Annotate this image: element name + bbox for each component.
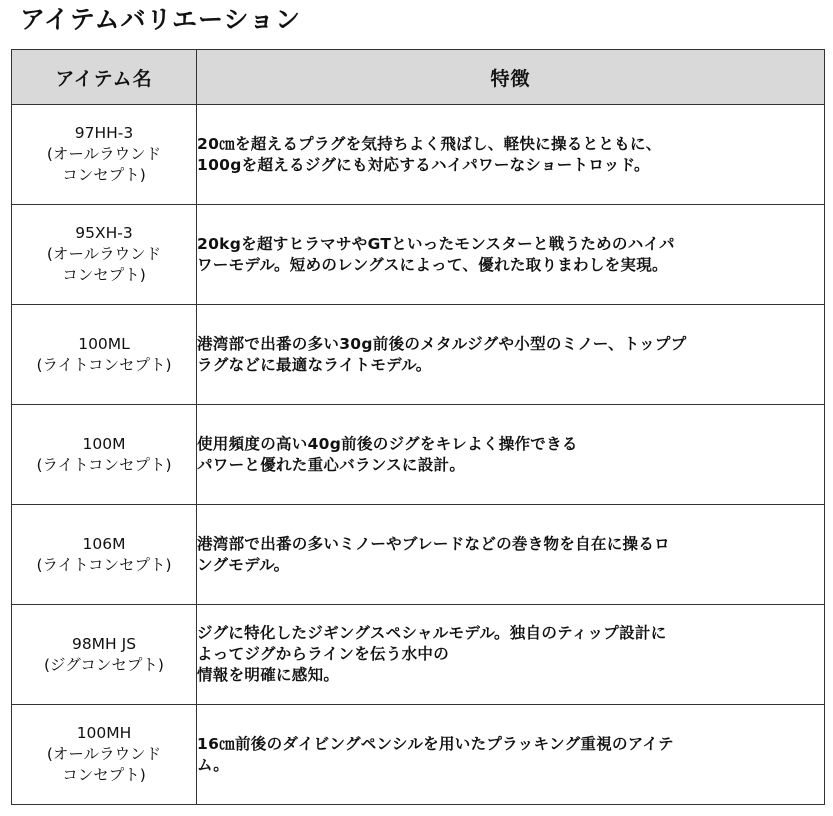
table-row xyxy=(12,605,825,705)
header-features: 特徴 xyxy=(197,50,825,105)
item-description-cell xyxy=(197,505,825,605)
description-line: 港湾部で出番の多いミノーやブレードなどの巻き物を自在に操るロ xyxy=(197,534,670,553)
item-concept: (オールラウンド xyxy=(46,745,162,763)
description-line: 100gを超えるジグにも対応するハイパワーなショートロッド。 xyxy=(197,155,650,174)
item-concept: (ライトコンセプト) xyxy=(36,455,172,474)
description-line: 20㎝を超えるプラグを気持ちよく飛ばし、軽快に操るとともに、 xyxy=(197,134,662,153)
item-name-cell xyxy=(12,105,197,205)
item-concept: (オールラウンド xyxy=(46,145,162,163)
item-name-cell xyxy=(12,405,197,505)
description-line: ム。 xyxy=(197,755,230,774)
table-row xyxy=(12,305,825,405)
item-concept: コンセプト) xyxy=(62,766,146,784)
description-line: ラグなどに最適なライトモデル。 xyxy=(197,355,432,374)
item-concept: コンセプト) xyxy=(62,266,146,284)
page-title: アイテムバリエーション xyxy=(20,5,302,34)
item-description-cell xyxy=(197,705,825,805)
item-variation-table xyxy=(11,49,825,805)
item-model: 97HH-3 xyxy=(74,124,134,142)
item-concept: (ジグコンセプト) xyxy=(44,655,164,674)
table-header-row xyxy=(12,50,825,105)
item-model: 106M xyxy=(82,534,126,553)
item-concept: (オールラウンド xyxy=(46,245,162,263)
description-line: よってジグからラインを伝う水中の xyxy=(197,645,450,663)
item-description-cell xyxy=(197,605,825,705)
table-row xyxy=(12,405,825,505)
description-line: ジグに特化したジギングスペシャルモデル。独自のティップ設計に xyxy=(197,624,667,642)
description-line: 港湾部で出番の多い30g前後のメタルジグや小型のミノー、トッププ xyxy=(197,334,687,353)
item-concept: (ライトコンセプト) xyxy=(36,555,172,574)
header-item-name: アイテム名 xyxy=(12,50,197,105)
description-line: 16㎝前後のダイビングペンシルを用いたプラッキング重視のアイテ xyxy=(197,734,674,753)
description-line: パワーと優れた重心バランスに設計。 xyxy=(197,455,466,474)
description-line: ワーモデル。短めのレングスによって、優れた取りまわしを実現。 xyxy=(197,255,668,274)
table-row xyxy=(12,705,825,805)
description-line: 20kgを超すヒラマサやGTといったモンスターと戦うためのハイパ xyxy=(197,234,675,253)
item-description-cell xyxy=(197,305,825,405)
item-model: 100ML xyxy=(78,334,130,353)
item-concept: コンセプト) xyxy=(62,166,146,184)
description-line: 使用頻度の高い40g前後のジグをキレよく操作できる xyxy=(197,434,578,453)
description-line: ングモデル。 xyxy=(197,555,290,574)
item-model: 95XH-3 xyxy=(75,224,133,242)
table-row xyxy=(12,105,825,205)
item-name-cell xyxy=(12,705,197,805)
table-row xyxy=(12,505,825,605)
item-name-cell xyxy=(12,305,197,405)
description-line: 情報を明確に感知。 xyxy=(197,666,340,684)
item-concept: (ライトコンセプト) xyxy=(36,355,172,374)
item-model: 100M xyxy=(82,434,126,453)
item-name-cell xyxy=(12,605,197,705)
item-description-cell xyxy=(197,105,825,205)
table-row xyxy=(12,205,825,305)
item-name-cell xyxy=(12,205,197,305)
item-description-cell xyxy=(197,405,825,505)
item-description-cell xyxy=(197,205,825,305)
item-name-cell xyxy=(12,505,197,605)
item-model: 98MH JS xyxy=(71,634,137,653)
item-model: 100MH xyxy=(76,724,132,742)
